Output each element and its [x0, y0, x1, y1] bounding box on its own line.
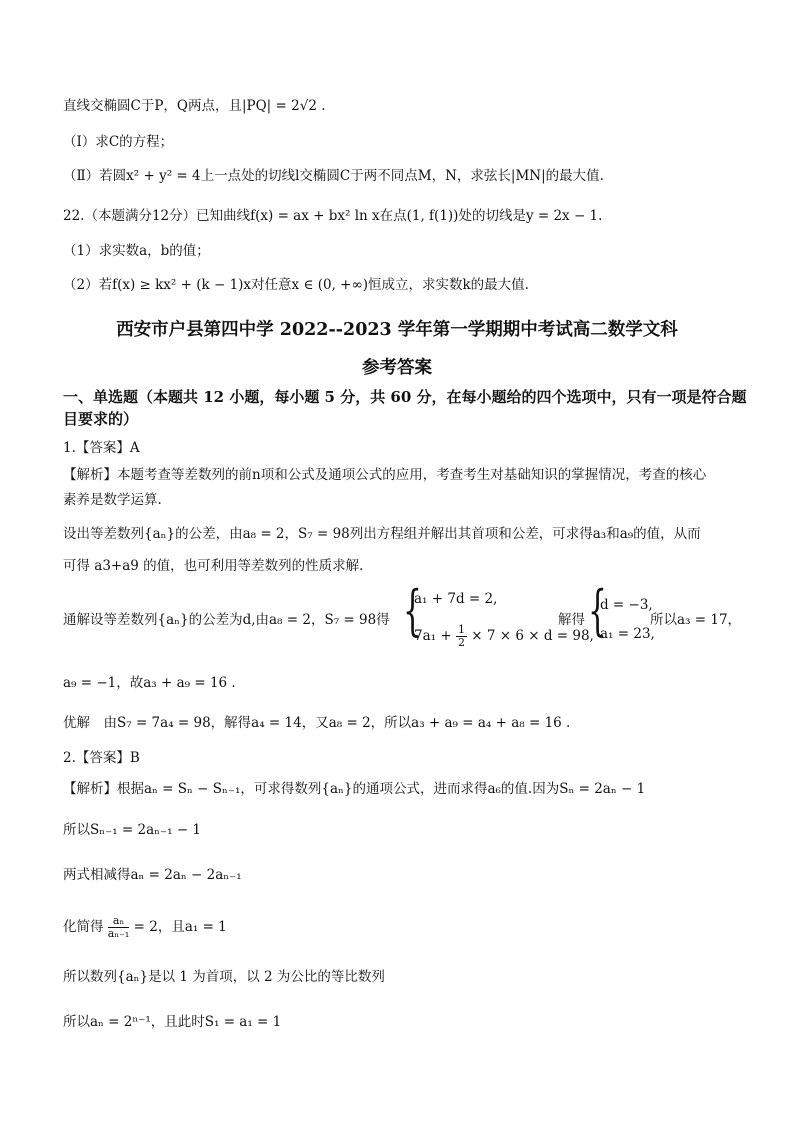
explanation-line: 【解析】本题考查等差数列的前n项和公式及通项公式的应用，考查考生对基础知识的掌握情况，考查的核心	[63, 467, 707, 483]
left-brace: {	[403, 579, 422, 642]
problem-line: （Ⅰ）求C的方程；	[63, 134, 174, 150]
fraction-numerator: 1	[457, 623, 465, 636]
problem-line: （1）求实数a，b的值；	[63, 243, 210, 259]
fraction	[108, 915, 130, 940]
explanation-line: 所以Sₙ₋₁ = 2aₙ₋₁ − 1	[63, 822, 202, 838]
explanation-line: 优解 由S₇ = 7a₄ = 98，解得a₄ = 14，又a₈ = 2，所以a₃ + a₉ = a₄ + a₈ = 16 .	[63, 715, 571, 731]
explanation-line: a₉ = −1，故a₃ + a₉ = 16 .	[63, 675, 236, 691]
simplify-pre: 化简得	[63, 919, 104, 935]
explanation-line: 所以aₙ = 2ⁿ⁻¹，且此时S₁ = a₁ = 1	[63, 1014, 282, 1030]
system-eq-2-post: × 7 × 6 × d = 98,	[471, 628, 594, 644]
explanation-line: 可得 a3+a9 的值，也可利用等差数列的性质求解.	[63, 558, 364, 574]
solution-eq-1: d = −3,	[600, 597, 653, 613]
solve-label: 解得	[558, 612, 585, 628]
system-eq-2-pre: 7a₁ +	[414, 628, 452, 644]
explanation-line: 两式相减得aₙ = 2aₙ − 2aₙ₋₁	[63, 867, 242, 883]
problem-line: （Ⅱ）若圆x² + y² = 4上一点处的切线l交椭圆C于两不同点M，N，求弦长|MN|的最大值.	[63, 168, 604, 184]
page-subtitle: 参考答案	[362, 358, 432, 378]
solution-eq-2: a₁ = 23,	[600, 626, 655, 642]
fraction	[456, 624, 467, 649]
fraction-numerator: aₙ	[108, 915, 130, 928]
result-text: 所以a₃ = 17，	[650, 612, 742, 628]
explanation-line: 素养是数学运算.	[63, 492, 162, 508]
simplify-post: = 2，且a₁ = 1	[133, 919, 227, 935]
explanation-line: 所以数列{aₙ}是以 1 为首项，以 2 为公比的等比数列	[63, 969, 385, 985]
left-brace: {	[588, 579, 607, 642]
fraction-denominator: aₙ₋₁	[107, 927, 130, 940]
explanation-line	[63, 915, 227, 940]
explanation-line: 设出等差数列{aₙ}的公差，由a₈ = 2，S₇ = 98列出方程组并解出其首项和公差，可求得a₃和a₉的值，从而	[63, 526, 701, 542]
system-eq-1: a₁ + 7d = 2,	[414, 591, 498, 607]
explanation-line: 通解设等差数列{aₙ}的公差为d,由a₈ = 2，S₇ = 98得	[63, 612, 390, 628]
section-heading: 一、单选题（本题共 12 小题，每小题 5 分，共 60 分，在每小题给的四个选项中，只有一项是符合题目要求的）	[63, 388, 747, 428]
problem-22: 22.（本题满分12分）已知曲线f(x) = ax + bx² ln x在点(1, f(1))处的切线是y = 2x − 1.	[63, 208, 603, 224]
problem-line: （2）若f(x) ≥ kx² + (k − 1)x对任意x ∈ (0, +∞)恒成立，求实数k的最大值.	[63, 277, 529, 293]
page-title: 西安市户县第四中学 2022--2023 学年第一学期期中考试高二数学文科	[116, 320, 678, 340]
fraction-denominator: 2	[457, 636, 465, 649]
answer-label: 2.【答案】B	[63, 750, 140, 766]
explanation-line: 【解析】根据aₙ = Sₙ − Sₙ₋₁，可求得数列{aₙ}的通项公式，进而求得a₆的值.因为Sₙ = 2aₙ − 1	[63, 781, 646, 797]
problem-line: 直线交椭圆C于P，Q两点，且|PQ| = 2√2 .	[63, 98, 326, 114]
answer-label: 1.【答案】A	[63, 440, 140, 456]
